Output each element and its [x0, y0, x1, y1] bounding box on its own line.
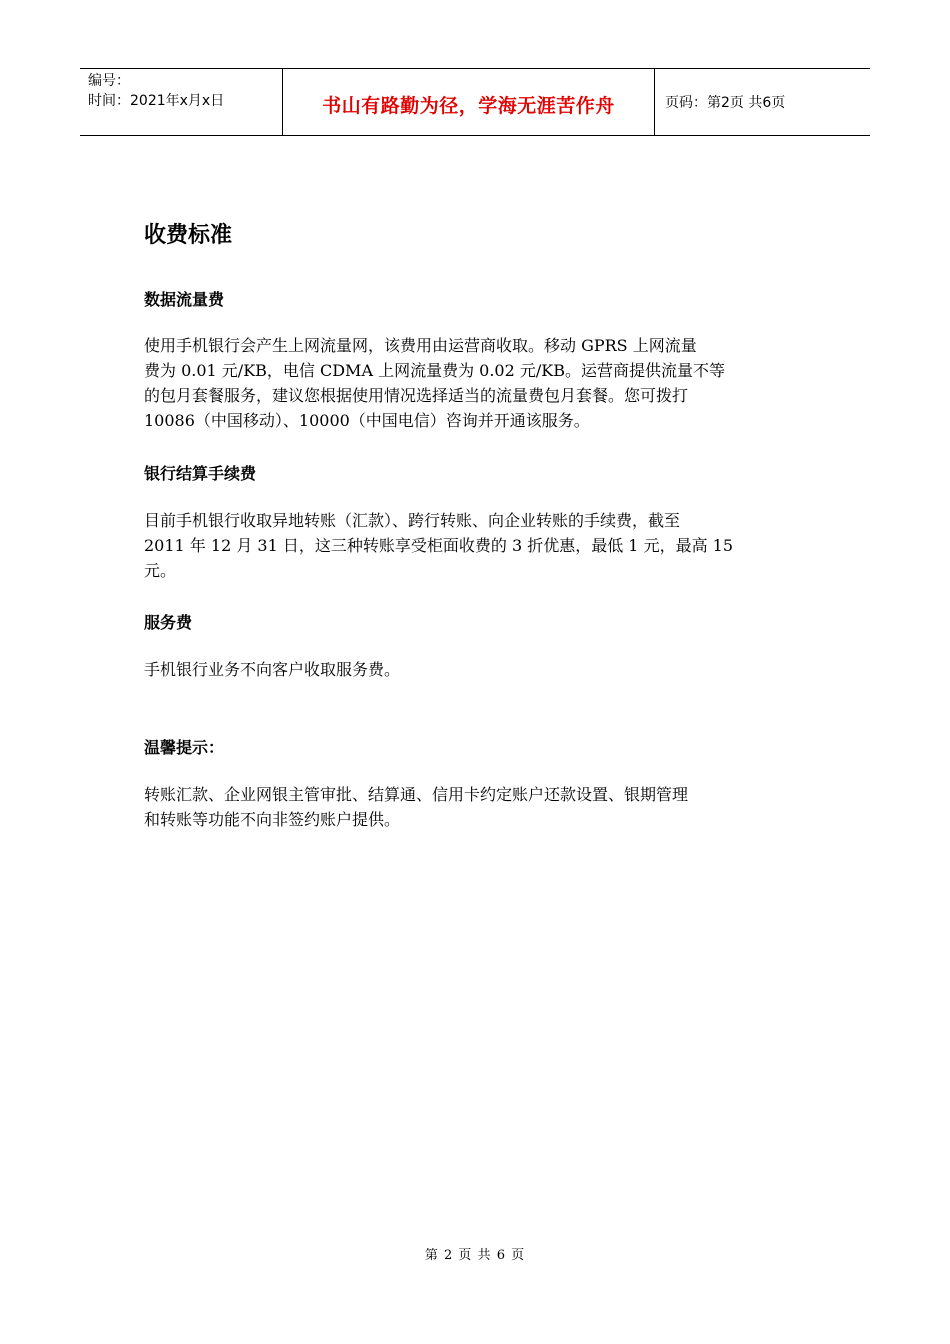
header-motto-cell — [282, 69, 655, 135]
paragraph-line: 和转账等功能不向非签约账户提供。 — [144, 810, 401, 829]
paragraph-line: 10086（中国移动）、10000（中国电信）咨询并开通该服务。 — [144, 411, 590, 430]
paragraph-line: 2011 年 12 月 31 日，这三种转账享受柜面收费的 3 折优惠，最低 1 元，最高 15 — [144, 536, 734, 555]
paragraph-line: 目前手机银行收取异地转账（汇款）、跨行转账、向企业转账的手续费，截至 — [144, 511, 681, 530]
header-meta-cell — [80, 69, 282, 135]
section-paragraph-tips — [144, 782, 809, 832]
section-heading-data-traffic: 数据流量费 — [144, 290, 225, 309]
section-heading-settlement-fee: 银行结算手续费 — [144, 464, 257, 483]
paragraph-line: 的包月套餐服务，建议您根据使用情况选择适当的流量费包月套餐。您可拨打 — [144, 386, 689, 405]
paragraph-line: 转账汇款、企业网银主管审批、结算通、信用卡约定账户还款设置、银期管理 — [144, 785, 689, 804]
paragraph-line: 手机银行业务不向客户收取服务费。 — [144, 660, 401, 679]
header-page-cell — [655, 69, 870, 135]
section-paragraph-settlement-fee — [144, 508, 809, 583]
section-heading-tips: 温馨提示： — [144, 738, 225, 757]
header-page-label: 页码：第2页 共6页 — [665, 95, 786, 111]
paragraph-line: 元。 — [144, 561, 177, 580]
header-motto: 书山有路勤为径，学海无涯苦作舟 — [322, 94, 615, 117]
document-time-label: 时间：2021年x月x日 — [88, 93, 225, 109]
page-footer: 第 2 页 共 6 页 — [424, 1248, 526, 1263]
section-paragraph-service-fee — [144, 657, 809, 682]
paragraph-line: 费为 0.01 元/KB，电信 CDMA 上网流量费为 0.02 元/KB。运营商提供流量不等 — [144, 361, 725, 380]
section-paragraph-data-traffic — [144, 333, 809, 433]
document-title: 收费标准 — [144, 223, 233, 248]
document-number-label: 编号： — [88, 73, 130, 89]
header-table — [80, 68, 870, 136]
section-heading-service-fee: 服务费 — [144, 613, 193, 632]
paragraph-line: 使用手机银行会产生上网流量网，该费用由运营商收取。移动 GPRS 上网流量 — [144, 336, 697, 355]
